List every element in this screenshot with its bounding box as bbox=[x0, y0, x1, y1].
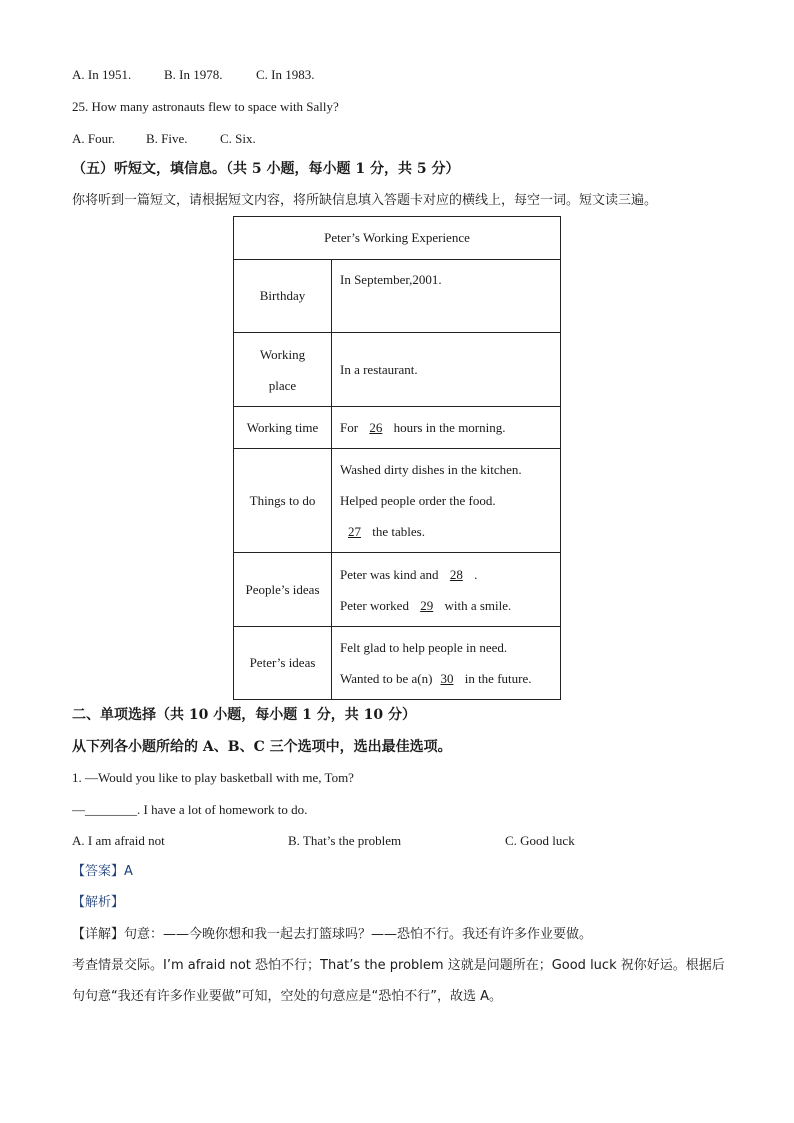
q25-option-b: B. Five. bbox=[146, 131, 188, 146]
row-content-peoples-ideas: Peter was kind and 28 . Peter worked 29 with a smile. bbox=[332, 553, 561, 627]
q1-option-b: B. That’s the problem bbox=[288, 833, 402, 848]
section2-heading: 二、单项选择（共 10 小题，每小题 1 分，共 10 分） bbox=[72, 707, 416, 723]
section5-heading: （五）听短文，填信息。（共 5 小题，每小题 1 分，共 5 分） bbox=[72, 161, 460, 177]
q1-option-a: A. I am afraid not bbox=[72, 833, 165, 848]
q1-reply: —________. I have a lot of homework to do. bbox=[72, 802, 308, 817]
row-content-working-place: In a restaurant. bbox=[332, 333, 561, 407]
blank-27: 27 bbox=[348, 524, 361, 539]
row-label-things-to-do: Things to do bbox=[234, 449, 332, 553]
table-row bbox=[234, 553, 561, 627]
q25-option-c: C. Six. bbox=[220, 131, 256, 146]
section5-instruction: 你将听到一篇短文，请根据短文内容，将所缺信息填入答题卡对应的横线上，每空一词。短文读三遍。 bbox=[72, 193, 658, 208]
table-row bbox=[234, 333, 561, 407]
q24-option-c: C. In 1983. bbox=[256, 67, 315, 82]
row-label-working-time: Working time bbox=[234, 407, 332, 449]
blank-26: 26 bbox=[369, 419, 383, 435]
q1-options bbox=[72, 832, 575, 850]
table-row bbox=[234, 449, 561, 553]
table-title: Peter’s Working Experience bbox=[234, 217, 561, 260]
table-row bbox=[234, 407, 561, 449]
explanation-line-1: 考查情景交际。I’m afraid not 恐怕不行；That’s the problem 这就是问题所在；Good luck 祝你好运。根据后 bbox=[72, 958, 725, 973]
q24-options bbox=[72, 66, 315, 84]
table-row bbox=[234, 627, 561, 700]
blank-30: 30 bbox=[440, 671, 454, 686]
q24-option-a: A. In 1951. bbox=[72, 67, 132, 82]
row-content-things-to-do: Washed dirty dishes in the kitchen. Helped people order the food. 27 the tables. bbox=[332, 449, 561, 553]
detail-text: 【详解】句意：——今晚你想和我一起去打篮球吗？——恐怕不行。我还有许多作业要做。 bbox=[72, 927, 593, 942]
answer-label: 【答案】A bbox=[72, 864, 133, 879]
row-label-birthday: Birthday bbox=[234, 260, 332, 333]
explanation-line-2: 句句意“我还有许多作业要做”可知，空处的句意应是“恐怕不行”，故选 A。 bbox=[72, 989, 502, 1004]
row-content-peters-ideas: Felt glad to help people in need. Wanted to be a(n) 30 in the future. bbox=[332, 627, 561, 700]
section2-instruction: 从下列各小题所给的 A、B、C 三个选项中，选出最佳选项。 bbox=[72, 739, 452, 755]
row-content-working-time: For 26 hours in the morning. bbox=[332, 407, 561, 449]
q25-option-a: A. Four. bbox=[72, 131, 115, 146]
blank-29: 29 bbox=[420, 597, 434, 613]
table-row bbox=[234, 260, 561, 333]
q1-question: 1. —Would you like to play basketball with me, Tom? bbox=[72, 770, 354, 785]
q24-option-b: B. In 1978. bbox=[164, 67, 223, 82]
q25-question: 25. How many astronauts flew to space with Sally? bbox=[72, 99, 339, 114]
analysis-label: 【解析】 bbox=[72, 895, 125, 910]
working-experience-table bbox=[233, 216, 561, 700]
q1-option-c: C. Good luck bbox=[505, 833, 575, 848]
q25-options bbox=[72, 130, 256, 148]
blank-28: 28 bbox=[449, 566, 463, 582]
row-label-working-place: Working place bbox=[234, 333, 332, 407]
row-content-birthday: In September,2001. bbox=[332, 260, 561, 333]
row-label-peters-ideas: Peter’s ideas bbox=[234, 627, 332, 700]
row-label-peoples-ideas: People’s ideas bbox=[234, 553, 332, 627]
